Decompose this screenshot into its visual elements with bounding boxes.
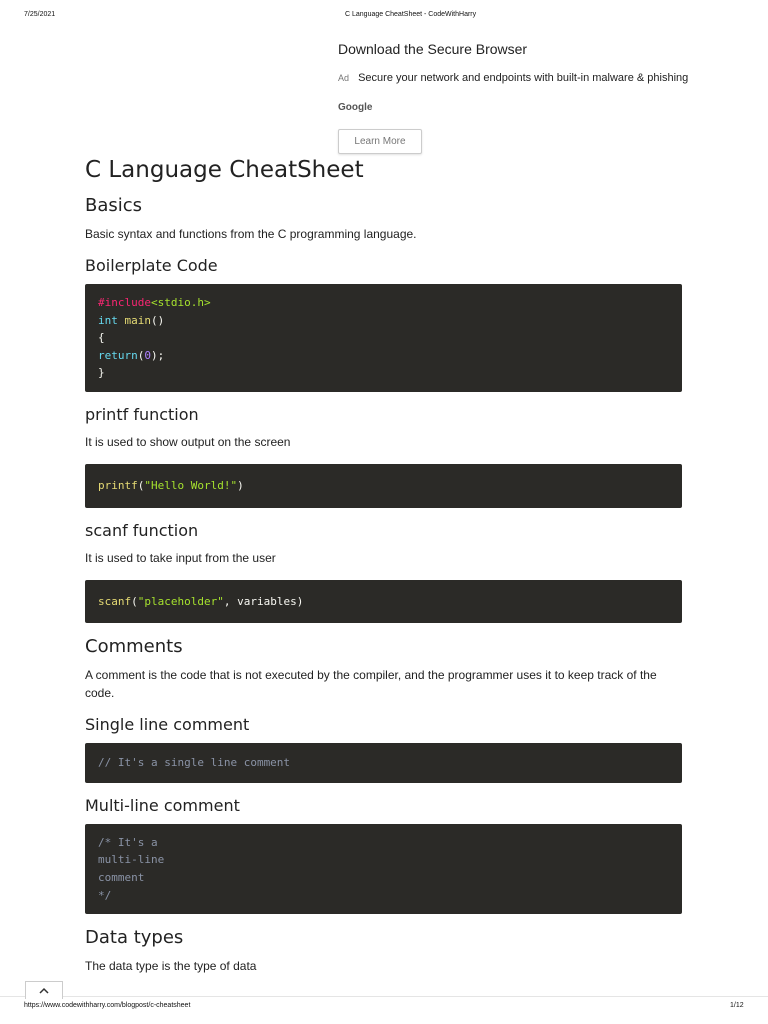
code-token: printf	[98, 478, 138, 492]
code-token: {	[98, 331, 105, 345]
multi-line-heading: Multi-line comment	[85, 795, 240, 815]
basics-text: Basic syntax and functions from the C programming language.	[85, 227, 417, 241]
scroll-top-button[interactable]	[25, 981, 63, 999]
code-token: "Hello World!"	[144, 478, 238, 492]
data-types-text: The data type is the type of data	[85, 959, 257, 974]
footer-divider	[0, 996, 768, 997]
code-token: ()	[151, 313, 165, 327]
print-date: 7/25/2021	[24, 11, 56, 18]
ad-text[interactable]: Secure your network and endpoints with built-in malware & phishing	[358, 72, 689, 84]
ad-title[interactable]: Download the Secure Browser	[338, 41, 528, 57]
printf-text: It is used to show output on the screen	[85, 434, 291, 449]
ad-tag: Ad	[338, 73, 350, 83]
code-token: scanf	[98, 594, 132, 608]
boilerplate-code-block[interactable]	[85, 284, 682, 392]
code-token: <stdio.h>	[150, 296, 211, 309]
code-token: main	[124, 313, 151, 327]
code-token: int	[98, 313, 118, 327]
scanf-code-block[interactable]	[85, 580, 682, 624]
multi-line-code-block[interactable]: /* It's a multi-line comment */	[85, 824, 682, 914]
comments-heading: Comments	[85, 636, 183, 658]
print-url[interactable]: https://www.codewithharry.com/blogpost/c-cheatsheet	[24, 1002, 191, 1009]
code-token: return	[98, 348, 138, 362]
scanf-text: It is used to take input from the user	[85, 550, 276, 565]
print-page-number: 1/12	[730, 1002, 744, 1009]
ad-brand: Google	[338, 102, 373, 113]
code-token: (	[137, 478, 145, 492]
single-line-code-block[interactable]: // It's a single line comment	[85, 743, 682, 783]
ad-row	[338, 72, 692, 84]
code-token: 0	[144, 348, 151, 362]
page-title: C Language CheatSheet	[85, 157, 364, 183]
print-title: C Language CheatSheet - CodeWithHarry	[345, 11, 477, 18]
boilerplate-heading: Boilerplate Code	[85, 256, 218, 275]
chevron-up-icon	[39, 987, 49, 994]
comments-text: A comment is the code that is not executed by the compiler, and the programmer uses it to keep track of the code.	[85, 668, 657, 701]
code-token: (	[137, 348, 145, 362]
data-types-heading: Data types	[85, 927, 184, 949]
printf-code-block[interactable]	[85, 464, 682, 508]
scanf-heading: scanf function	[85, 520, 199, 540]
code-token: }	[98, 366, 105, 380]
code-token: , variables)	[223, 594, 304, 608]
code-token: );	[151, 348, 165, 362]
single-line-heading: Single line comment	[85, 715, 250, 735]
printf-heading: printf function	[85, 404, 199, 424]
basics-heading: Basics	[85, 195, 143, 216]
code-token: "placeholder"	[137, 594, 224, 608]
article	[85, 152, 682, 988]
learn-more-button[interactable]: Learn More	[338, 129, 422, 154]
code-token: #include	[98, 296, 151, 309]
code-token: (	[131, 594, 138, 608]
code-token: )	[237, 478, 244, 492]
